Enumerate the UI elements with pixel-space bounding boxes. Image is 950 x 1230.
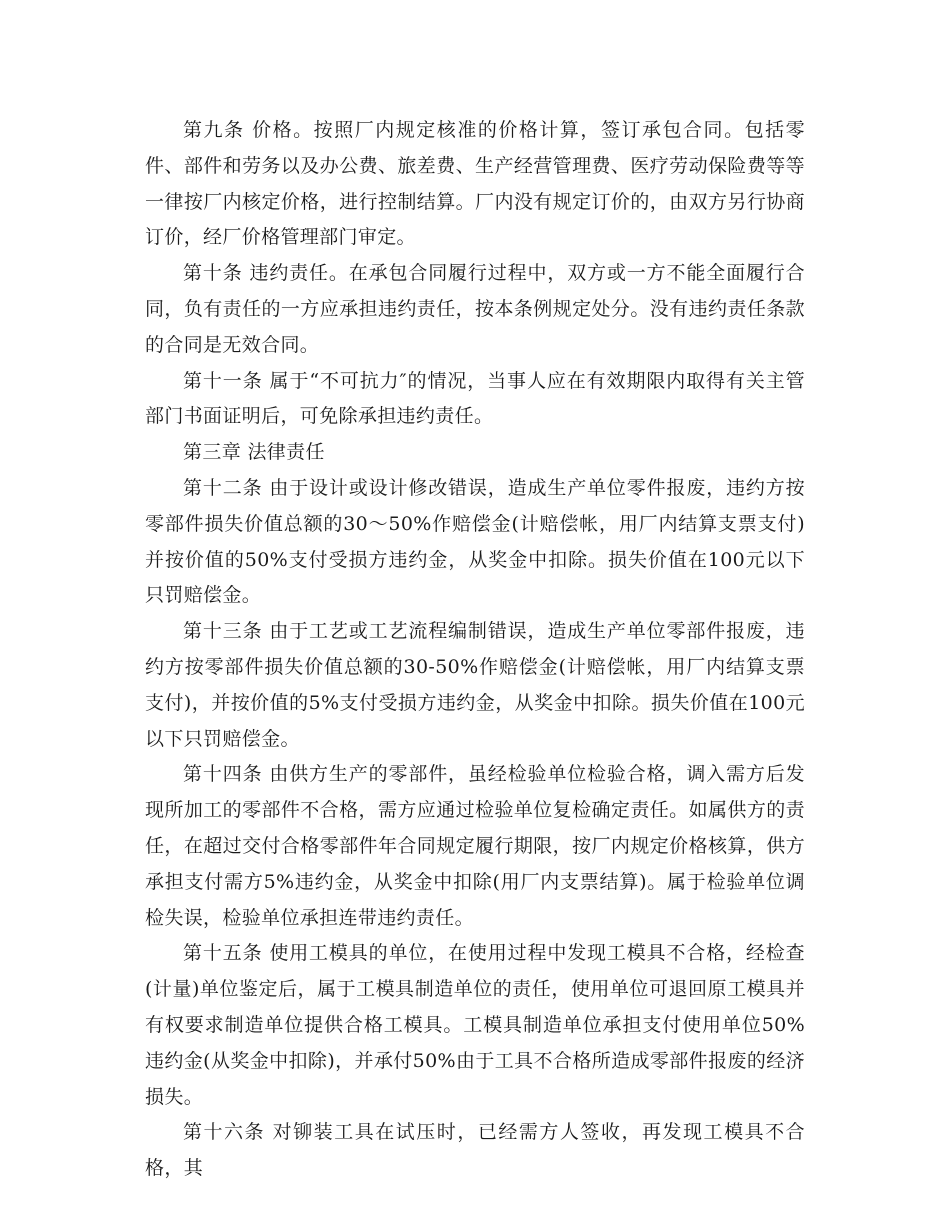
chapter-heading: 第三章 法律责任 bbox=[183, 441, 325, 464]
paragraph-article-10: 第十条 违约责任。在承包合同履行过程中，双方或一方不能全面履行合同，负有责任的一方应承担违约责任，按本条例规定处分。没有违约责任条款的合同是无效合同。 bbox=[145, 262, 805, 356]
paragraph-article-9: 第九条 价格。按照厂内规定核准的价格计算，签订承包合同。包括零件、部件和劳务以及办公费、旅差费、生产经营管理费、医疗劳动保险费等等一律按厂内核定价格，进行控制结算。厂内没有规定订价的，由双方另行协商订价，经厂价格管理部门审定。 bbox=[145, 119, 805, 249]
paragraph-article-13: 第十三条 由于工艺或工艺流程编制错误，造成生产单位零部件报废，违约方按零部件损失价值总额的30-50%作赔偿金(计赔偿帐，用厂内结算支票支付)，并按价值的5%支付受损方违约金，从奖金中扣除。损失价值在100元以下只罚赔偿金。 bbox=[145, 620, 805, 750]
paragraph-article-14: 第十四条 由供方生产的零部件，虽经检验单位检验合格，调入需方后发现所加工的零部件不合格，需方应通过检验单位复检确定责任。如属供方的责任，在超过交付合格零部件年合同规定履行期限，按厂内规定价格核算，供方承担支付需方5%违约金，从奖金中扣除(用厂内支票结算)。属于检验单位调检失误，检验单位承担连带违约责任。 bbox=[145, 763, 805, 929]
paragraph-article-12: 第十二条 由于设计或设计修改错误，造成生产单位零件报废，违约方按零部件损失价值总额的30～50%作赔偿金(计赔偿帐，用厂内结算支票支付)并按价值的50%支付受损方违约金，从奖金中扣除。损失价值在100元以下只罚赔偿金。 bbox=[145, 476, 805, 607]
paragraph-article-15: 第十五条 使用工模具的单位，在使用过程中发现工模具不合格，经检查(计量)单位鉴定后，属于工模具制造单位的责任，使用单位可退回原工模具并有权要求制造单位提供合格工模具。工模具制造单位承担支付使用单位50%违约金(从奖金中扣除)，并承付50%由于工具不合格所造成零部件报废的经济损失。 bbox=[145, 942, 805, 1108]
paragraph-article-11: 第十一条 属于“不可抗力″的情况，当事人应在有效期限内取得有关主管部门书面证明后，可免除承担违约责任。 bbox=[145, 369, 805, 428]
document-body bbox=[145, 113, 805, 1187]
paragraph-article-16: 第十六条 对铆装工具在试压时，已经需方人签收，再发现工模具不合格，其 bbox=[145, 1121, 805, 1180]
